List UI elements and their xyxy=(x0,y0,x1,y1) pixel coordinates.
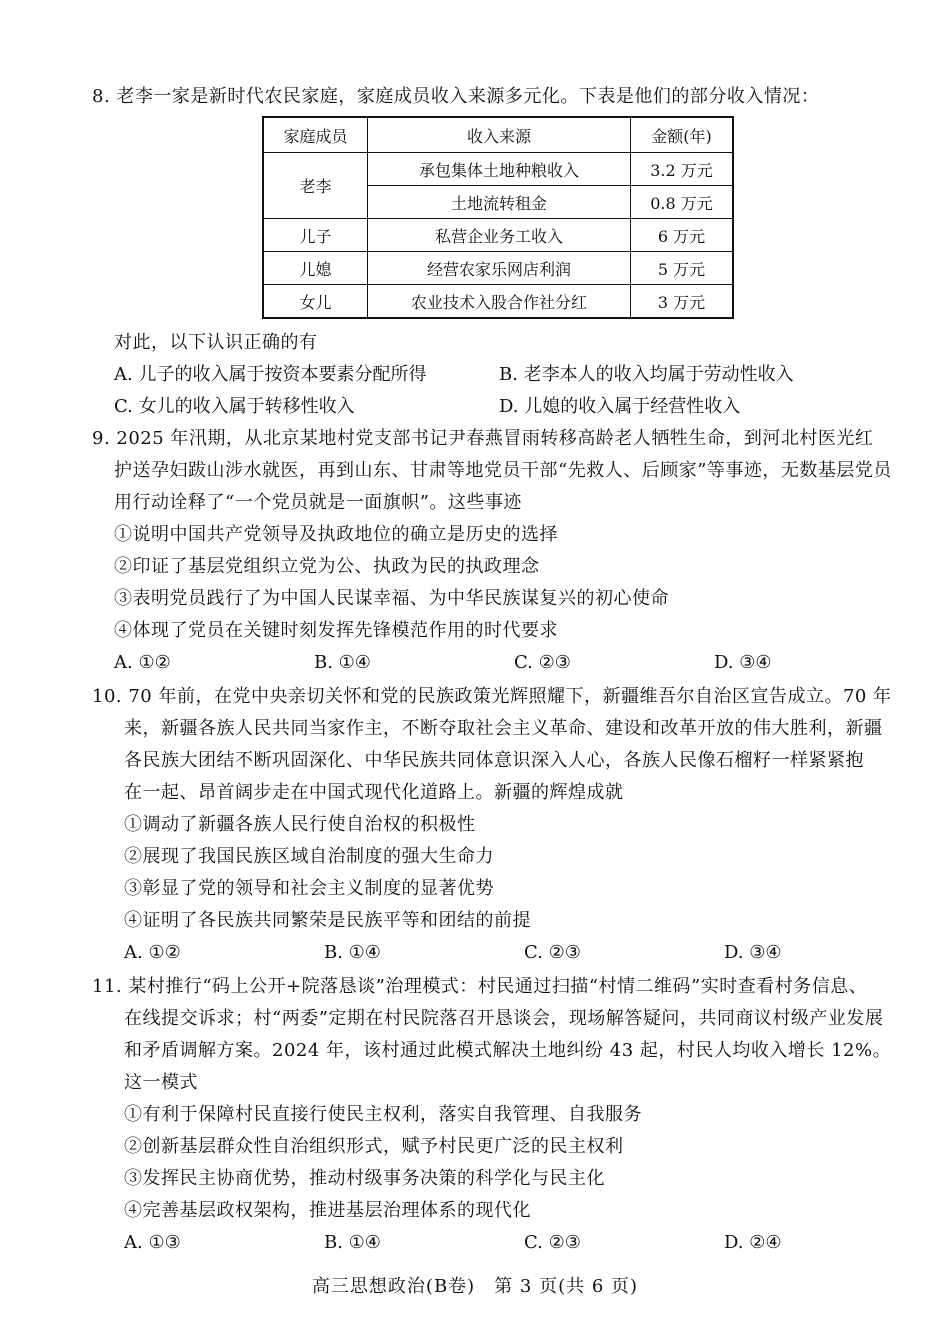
q8-options-row2 xyxy=(114,396,884,418)
option-c[interactable]: C. ②③ xyxy=(514,652,571,673)
q10-statement: ①调动了新疆各族人民行使自治权的积极性 xyxy=(124,814,476,835)
source-cell: 农业技术入股合作社分红 xyxy=(368,285,631,319)
q10-stem-line: 10. 70 年前，在党中央亲切关怀和党的民族政策光辉照耀下，新疆维吾尔自治区宣告成立。70 年 xyxy=(92,686,892,707)
option-a[interactable]: A. 儿子的收入属于按资本要素分配所得 xyxy=(114,364,427,385)
q11-statement: ④完善基层政权架构，推进基层治理体系的现代化 xyxy=(124,1200,531,1221)
q11-stem-line: 和矛盾调解方案。2024 年，该村通过此模式解决土地纠纷 43 起，村民人均收入增长 12%。 xyxy=(124,1040,892,1061)
q9-stem-line: 用行动诠释了“一个党员就是一面旗帜”。这些事迹 xyxy=(114,492,522,513)
amount-cell: 0.8 万元 xyxy=(631,186,734,219)
source-cell: 土地流转租金 xyxy=(368,186,631,219)
amount-cell: 3.2 万元 xyxy=(631,153,734,186)
page-footer: 高三思想政治(B卷) 第 3 页(共 6 页) xyxy=(311,1276,639,1297)
q8-prompt: 对此，以下认识正确的有 xyxy=(114,332,318,353)
q8-options-row1 xyxy=(114,364,884,386)
amount-cell: 6 万元 xyxy=(631,219,734,252)
option-b[interactable]: B. 老李本人的收入均属于劳动性收入 xyxy=(499,364,794,385)
q11-statement: ③发挥民主协商优势，推动村级事务决策的科学化与民主化 xyxy=(124,1168,605,1189)
source-cell: 承包集体土地种粮收入 xyxy=(368,153,631,186)
member-cell: 儿媳 xyxy=(263,252,368,285)
amount-cell: 3 万元 xyxy=(631,285,734,319)
q9-stem-line: 护送孕妇跋山涉水就医，再到山东、甘肃等地党员干部“先救人、后顾家”等事迹，无数基层党员 xyxy=(114,460,892,481)
q9-statement: ①说明中国共产党领导及执政地位的确立是历史的选择 xyxy=(114,524,558,545)
member-cell: 老李 xyxy=(263,153,368,219)
q11-stem-line: 这一模式 xyxy=(124,1072,198,1093)
option-d[interactable]: D. 儿媳的收入属于经营性收入 xyxy=(499,396,741,417)
option-a[interactable]: A. ①② xyxy=(124,942,181,963)
option-d[interactable]: D. ③④ xyxy=(714,652,772,673)
table-row xyxy=(263,252,733,285)
option-c[interactable]: C. 女儿的收入属于转移性收入 xyxy=(114,396,355,417)
q11-statement: ②创新基层群众性自治组织形式，赋予村民更广泛的民主权利 xyxy=(124,1136,624,1157)
q9-statement: ④体现了党员在关键时刻发挥先锋模范作用的时代要求 xyxy=(114,620,558,641)
q10-statement: ②展现了我国民族区域自治制度的强大生命力 xyxy=(124,846,494,867)
option-c[interactable]: C. ②③ xyxy=(524,1232,581,1253)
q9-stem-line: 9. 2025 年汛期，从北京某地村党支部书记尹春燕冒雨转移高龄老人牺牲生命，到河北村医光红 xyxy=(92,428,874,449)
q10-options xyxy=(124,942,924,964)
header-amount: 金额(年) xyxy=(631,117,734,153)
table-header-row xyxy=(263,117,733,153)
q9-statement: ②印证了基层党组织立党为公、执政为民的执政理念 xyxy=(114,556,540,577)
option-c[interactable]: C. ②③ xyxy=(524,942,581,963)
q10-stem-line: 在一起、昂首阔步走在中国式现代化道路上。新疆的辉煌成就 xyxy=(124,782,624,803)
q10-statement: ④证明了各民族共同繁荣是民族平等和团结的前提 xyxy=(124,910,531,931)
q10-stem-line: 来，新疆各族人民共同当家作主，不断夺取社会主义革命、建设和改革开放的伟大胜利，新疆 xyxy=(124,718,883,739)
q11-stem-line: 11. 某村推行“码上公开+院落恳谈”治理模式：村民通过扫描“村情二维码”实时查看村务信息、 xyxy=(92,976,868,997)
member-cell: 儿子 xyxy=(263,219,368,252)
income-table xyxy=(262,116,734,319)
header-source: 收入来源 xyxy=(368,117,631,153)
source-cell: 私营企业务工收入 xyxy=(368,219,631,252)
table-row xyxy=(263,153,733,186)
option-d[interactable]: D. ③④ xyxy=(724,942,782,963)
header-member: 家庭成员 xyxy=(263,117,368,153)
table-row xyxy=(263,285,733,319)
option-a[interactable]: A. ①② xyxy=(114,652,171,673)
q8-stem: 8. 老李一家是新时代农民家庭，家庭成员收入来源多元化。下表是他们的部分收入情况： xyxy=(92,86,820,107)
q10-statement: ③彰显了党的领导和社会主义制度的显著优势 xyxy=(124,878,494,899)
source-cell: 经营农家乐网店利润 xyxy=(368,252,631,285)
q9-options xyxy=(114,652,914,674)
option-d[interactable]: D. ②④ xyxy=(724,1232,782,1253)
q11-options xyxy=(124,1232,924,1254)
q9-statement: ③表明党员践行了为中国人民谋幸福、为中华民族谋复兴的初心使命 xyxy=(114,588,669,609)
table-row xyxy=(263,219,733,252)
option-a[interactable]: A. ①③ xyxy=(124,1232,181,1253)
q10-stem-line: 各民族大团结不断巩固深化、中华民族共同体意识深入人心，各族人民像石榴籽一样紧紧抱 xyxy=(124,750,864,771)
option-b[interactable]: B. ①④ xyxy=(324,942,381,963)
option-b[interactable]: B. ①④ xyxy=(324,1232,381,1253)
q11-stem-line: 在线提交诉求；村“两委”定期在村民院落召开恳谈会，现场解答疑问，共同商议村级产业发展 xyxy=(124,1008,884,1029)
option-b[interactable]: B. ①④ xyxy=(314,652,371,673)
q11-statement: ①有利于保障村民直接行使民主权利，落实自我管理、自我服务 xyxy=(124,1104,642,1125)
member-cell: 女儿 xyxy=(263,285,368,319)
amount-cell: 5 万元 xyxy=(631,252,734,285)
